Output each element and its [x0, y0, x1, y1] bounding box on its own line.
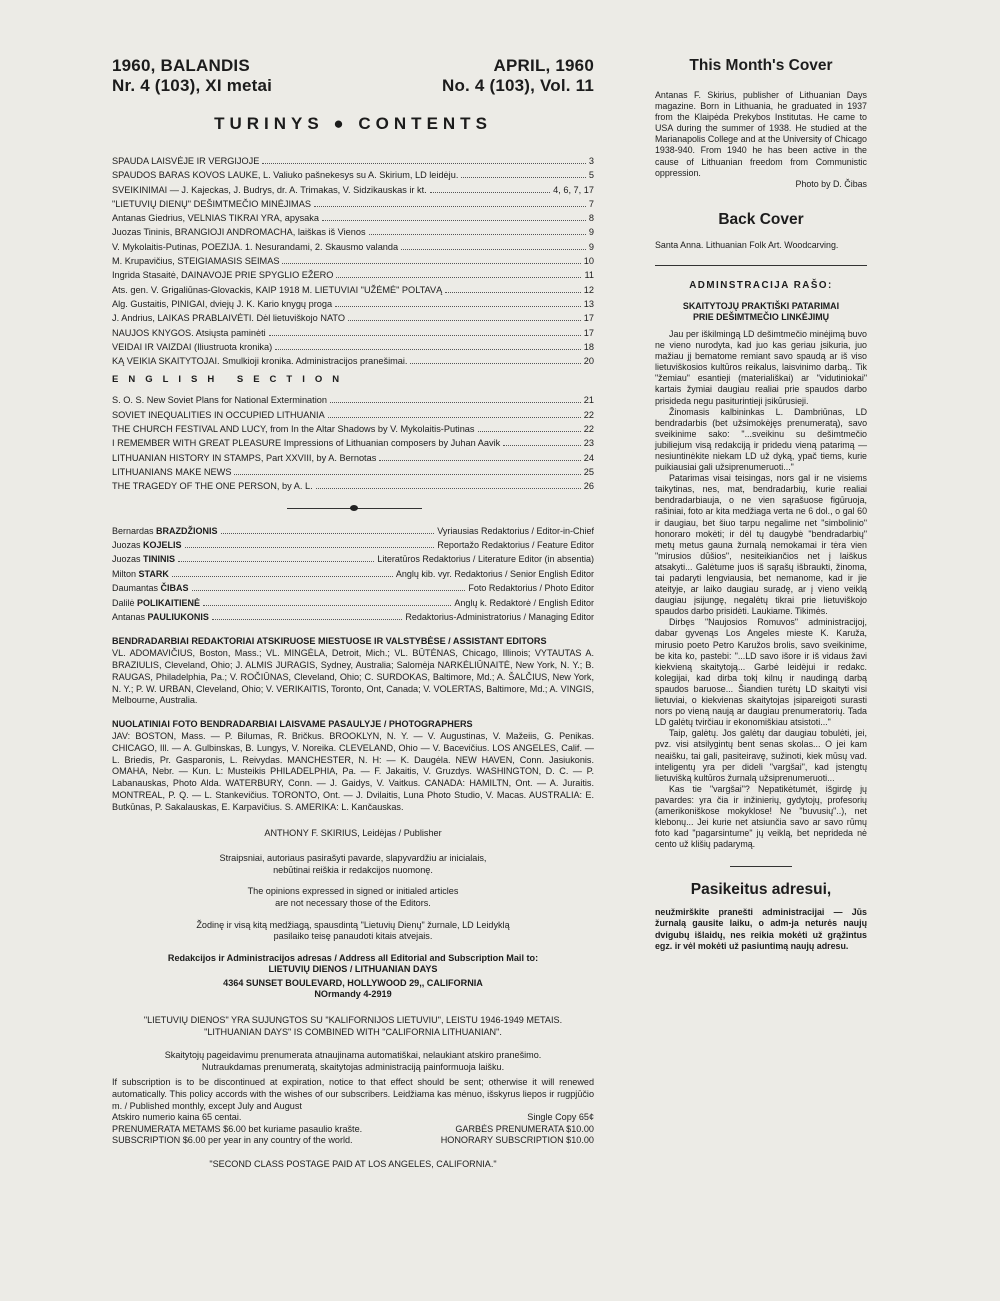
staff-leader-dots [203, 605, 451, 606]
staff-entry [112, 538, 594, 552]
toc-entry-page: 17 [583, 313, 594, 324]
notice-reprint-line: Žodinę ir visą kitą medžiagą, spausdintą "Lietuvių Dienų" žurnale, LD Leidyklą [196, 919, 510, 930]
merger-notice [112, 1015, 594, 1038]
issue-date-en: APRIL, 1960 [493, 56, 594, 75]
toc-entry-title: KĄ VEIKIA SKAITYTOJAI. Smulkioji kronika. Administracijos pranešimai. [112, 356, 408, 367]
staff-role: Redaktorius-Administratorius / Managing Editor [405, 611, 594, 622]
english-table-of-contents [112, 393, 594, 493]
issue-header-english [442, 56, 594, 96]
postage-notice: "SECOND CLASS POSTAGE PAID AT LOS ANGELES, CALIFORNIA." [209, 1159, 497, 1169]
staff-first-name: Juozas [112, 539, 141, 550]
staff-name [112, 552, 175, 566]
staff-entry [112, 552, 594, 566]
section-divider [112, 502, 594, 514]
toc-entry-title: NAUJOS KNYGOS. Atsiųsta paminėti [112, 327, 266, 338]
toc-entry-page: 5 [588, 170, 594, 181]
toc-leader-dots [328, 417, 581, 418]
toc-entry-title: Alg. Gustaitis, PINIGAI, dviejų J. K. Kario knygų proga [112, 298, 333, 309]
toc-leader-dots [269, 335, 581, 336]
staff-entry [112, 596, 594, 610]
cover-photo-credit: Photo by D. Čibas [795, 178, 867, 189]
toc-entry-page: 3 [588, 156, 594, 166]
toc-entry [112, 183, 594, 197]
toc-entry-title: Ingrida Stasaitė, DAINAVOJE PRIE SPYGLIO EŽERO [112, 270, 334, 281]
staff-name [112, 596, 200, 610]
toc-leader-dots [336, 277, 581, 278]
administration-subtitle-line: PRIE DEŠIMTMEČIO LINKĖJIMŲ [692, 311, 830, 322]
staff-last-name: POLIKAITIENĖ [137, 597, 201, 608]
issue-number-lt: Nr. 4 (103), XI metai [112, 76, 273, 95]
toc-entry-page: 18 [583, 341, 594, 352]
subscription-english: If subscription is to be discontinued at expiration, notice to that effect should be sent; otherwise it will renewed automatically. This policy accords with the wishes of our subscribers. Leidžiama kas mėnuo, išskyrus liepos ir rugpjūčio m. / Published monthly, except July and August [112, 1077, 594, 1111]
article-paragraph: Taip, galėtų. Jos galėtų dar daugiau tobulėti, jei, pvz. visi atsilygintų bent senas skolas... O jei kam neaišku, tai gali, pasiteiravę, sužinoti, kiek mūsų vad. inteligentų yra per dideli "vargšai", kad įstengtų lietuvišką kultūros žurnalą užsiprenumeruoti... [655, 728, 867, 783]
toc-entry-page: 10 [583, 256, 594, 267]
back-cover-title: Back Cover [718, 210, 804, 228]
table-of-contents [112, 154, 594, 368]
subscription-lithuanian [112, 1050, 594, 1073]
article-paragraph: Patarimas visai teisingas, nors gal ir ne visiems taikytinas, nes, mat, bendradarbių, kurie realiai bendradarbiauja, o ne vien sąrašuose figūruoja, rašiniai, foto ar kita medžiaga verta ne 6 dol., o gal 60 ir daugiau, bet šiuo tarpu negalime net "simbolinio" honoraro mokėti; ir dėl tų daugybė "bendradarbių" metų metus gauna žurnalą nemokamai ir tėra vien "mirusios dūšios", nesiteikiančios net į laiškus atsakyti... Galėtume juos iš sąrašų išbraukti, žinoma, tai padaryti lengviausia, bet nemanome, kad ir jie ateityje, ar laiko daugiau suradę, ar į vieno veiklą daugiau įsijungę, negalėtų tikrai prie lietuviškojo spaudos darbo prisidėti. Laukiame. Tikimės. [655, 473, 867, 617]
toc-leader-dots [330, 402, 581, 403]
right-divider [655, 265, 867, 266]
administration-subtitle-line: SKAITYTOJŲ PRAKTIŠKI PATARIMAI [682, 300, 840, 311]
toc-entry [112, 354, 594, 368]
toc-entry [112, 154, 594, 168]
single-copy-price-lt: Atskiro numerio kaina 65 centai. [112, 1112, 242, 1123]
toc-entry [112, 211, 594, 225]
toc-entry [112, 297, 594, 311]
yearly-price-lt: PRENUMERATA METAMS $6.00 bet kuriame pasaulio krašte. [112, 1123, 363, 1134]
toc-entry-title: M. Krupavičius, STEIGIAMASIS SEIMAS [112, 256, 280, 267]
toc-entry [112, 393, 594, 407]
issue-header-lithuanian [112, 56, 272, 96]
notice-english [112, 886, 594, 909]
toc-entry-page: 11 [584, 270, 594, 281]
article-paragraph: Dirbęs "Naujosios Romuvos" administracijoj, dabar gyvenąs Los Angeles mieste K. Karuža, mirusio poeto Petro Karužos brolis, savo sveikinime, be kita ko, pastebi: "...LD savo išore ir iš vidaus žavi kiekvieną skaitytoją... Garbė leidėjui ir redakc. kolegijai, kad dirba tokį kilnų ir naudingą darbą spaudos baruose... Šiandien turėtų LD skaityti visi lietuviai, o kiekvienas skaitytojas įsipareigoti surasti nors po vieną naują ar daugiau prenumeratorių. Tada LD galėtų tvirčiau ir ekonomiškiau atsistoti..." [655, 617, 867, 728]
toc-entry [112, 451, 594, 465]
toc-leader-dots [445, 292, 581, 293]
address-line: LIETUVIŲ DIENOS / LITHUANIAN DAYS [268, 964, 438, 975]
toc-entry-page: 12 [583, 284, 594, 295]
toc-leader-dots [478, 431, 581, 432]
staff-role: Anglų kib. vyr. Redaktorius / Senior English Editor [395, 568, 594, 579]
staff-last-name: KOJELIS [143, 539, 182, 550]
toc-entry-title: SPAUDOS BARAS KOVOS LAUKE, L. Valiuko pašnekesys su A. Skirium, LD leidėju. [112, 170, 459, 181]
staff-entry [112, 581, 594, 595]
staff-leader-dots [192, 590, 466, 591]
toc-leader-dots [369, 234, 586, 235]
yearly-price-en: SUBSCRIPTION $6.00 per year in any country of the world. [112, 1135, 353, 1146]
toc-entry-title: VEIDAI IR VAIZDAI (Iliustruota kronika) [112, 341, 273, 352]
short-divider [730, 866, 792, 867]
toc-entry-page: 9 [588, 227, 594, 238]
toc-entry [112, 225, 594, 239]
toc-entry-page: 13 [583, 298, 594, 309]
administration-title: ADMINSTRACIJA RAŠO: [689, 279, 833, 291]
toc-leader-dots [275, 349, 581, 350]
staff-leader-dots [221, 533, 435, 534]
toc-entry-title: "LIETUVIŲ DIENŲ" DEŠIMTMEČIO MINĖJIMAS [112, 198, 311, 209]
toc-entry [112, 408, 594, 422]
toc-leader-dots [262, 163, 585, 164]
toc-leader-dots [410, 363, 580, 364]
contents-title: TURINYS ● CONTENTS [214, 114, 492, 133]
toc-entry-title: I REMEMBER WITH GREAT PLEASURE Impressions of Lithuanian composers by Juhan Aavik [112, 438, 501, 449]
toc-entry [112, 254, 594, 268]
toc-entry-page: 20 [583, 356, 594, 367]
assistant-editors [112, 636, 594, 707]
staff-name [112, 567, 169, 581]
issue-header [112, 56, 594, 96]
toc-entry-page: 24 [583, 452, 594, 463]
staff-leader-dots [185, 547, 435, 548]
administration-article [655, 329, 867, 850]
assistant-editors-heading: BENDRADARBIAI REDAKTORIAI ATSKIRUOSE MIESTUOSE IR VALSTYBĖSE / ASSISTANT EDITORS [112, 636, 547, 647]
publisher-line: ANTHONY F. SKIRIUS, Leidėjas / Publisher [264, 827, 442, 838]
staff-leader-dots [172, 576, 393, 577]
staff-last-name: BRAZDŽIONIS [156, 525, 218, 536]
toc-leader-dots [379, 460, 580, 461]
toc-leader-dots [348, 320, 581, 321]
staff-first-name: Juozas [112, 554, 141, 565]
article-paragraph: Kas tie "vargšai"? Nepatikėtumėt, išgirdę jų pavardes: yra čia ir inžinierių, gydytojų, profesorių (amerikoniškose mokyklose! Ne "buvusių"..), net klebonų... Jei kurie net atsiunčia savo ar savo rūmų foto kad "pagarsintume" jų veiklą, bet neprideda nė cento už klišių padarymą. [655, 783, 867, 850]
toc-leader-dots [314, 206, 586, 207]
divider-ornament [350, 505, 358, 511]
toc-entry-title: THE CHURCH FESTIVAL AND LUCY, from In the Altar Shadows by V. Mykolaitis-Putinas [112, 424, 475, 435]
address-line: Redakcijos ir Administracijos adresas / Address all Editorial and Subscription Mail to: [167, 952, 539, 963]
toc-entry [112, 240, 594, 254]
back-cover-description: Santa Anna. Lithuanian Folk Art. Woodcarving. [655, 239, 839, 250]
staff-name [112, 581, 189, 595]
staff-last-name: TININIS [143, 554, 176, 565]
toc-entry-page: 8 [588, 213, 594, 224]
toc-entry-title: SVEIKINIMAI — J. Kajeckas, J. Budrys, dr. A. Trimakas, V. Sidzikauskas ir kt. [112, 184, 427, 195]
issue-date-lt: 1960, BALANDIS [112, 56, 250, 75]
cover-title: This Month's Cover [689, 57, 833, 74]
single-copy-price-en: Single Copy 65¢ [527, 1112, 594, 1123]
toc-leader-dots [316, 488, 581, 489]
merger-line: "LIETUVIŲ DIENOS" YRA SUJUNGTOS SU "KALIFORNIJOS LIETUVIU", LEISTU 1946-1949 METAIS. [143, 1015, 563, 1026]
toc-entry-page: 21 [583, 395, 594, 406]
notice-lt-line: Straipsniai, autoriaus pasirašyti pavarde, slapyvardžiu ar inicialais, [219, 853, 487, 864]
staff-leader-dots [178, 561, 374, 562]
toc-entry [112, 436, 594, 450]
staff-role: Literatūros Redaktorius / Literature Editor (in absentia) [377, 554, 594, 565]
toc-entry-title: Juozas Tininis, BRANGIOJI ANDROMACHA, laiškas iš Vienos [112, 227, 366, 238]
article-paragraph: Jau per iškilmingą LD dešimtmečio minėjimą buvo ne vieno nurodyta, kad juo kas geriau įsikuria, juo mažiau jį bematome remiant savo spaudą ar iš viso lietuviškosios kultūros reikalus, laisvinimo darbą.. Tik "žemiau" esantieji (materiališkai) ar "vidutiniokai" kartais žymiai daugiau realiai prie spaudos darbo prisideda negu pasiturintieji įsikūrusieji. [655, 328, 867, 406]
notice-en-line: are not necessary those of the Editors. [275, 897, 431, 908]
photographers-text: JAV: BOSTON, Mass. — P. Bilumas, R. Bričkus. BROOKLYN, N. Y. — V. Augustinas, V. Mažeiis, G. Penikas. CHICAGO, Ill. — A. Gulbinskas, B. Lungys, V. Noreika. CLEVELAND, Ohio — V. Bacevičius. LOS ANGELES, Calif. — L. Briedis, Pr. Gasparonis, L. Reivydas. MANCHESTER, N. H: — K. Daugėla. NEW HAVEN, Conn. Jasiukonis. OMAHA, Nebr. — Kun. L: Musteikis PHILADELPHIA, Pa. — F. Jakaitis, V. Gruzdys. WASHINGTON, D. C. — P. Labanauskas, Photo Alda. WATERBURY, Conn. — J. Gaidys, V. Vaitkus. CANADA: HAMILTN, Ont. — A. Juraitis. MONTREAL, P. Q. — L. Stankevičius. TORONTO, Ont. — J. Dvilaitis, Luna Photo Studio, V. Macas. AUSTRALIA: E. Butkūnas, P. Sakalauskas, E. Karpavičius. S. AMERIKA: L. Kančauskas. [112, 730, 594, 812]
notice-reprint-line: pasilaiko teisę panaudoti kitais atvejais. [273, 931, 433, 942]
notice-reprint [112, 920, 594, 943]
toc-leader-dots [461, 177, 586, 178]
toc-entry-page: 23 [583, 438, 594, 449]
toc-entry-title: THE TRAGEDY OF THE ONE PERSON, by A. L. [112, 481, 313, 492]
mailing-address [112, 953, 594, 1001]
address-line: 4364 SUNSET BOULEVARD, HOLLYWOOD 29,, CALIFORNIA [223, 977, 483, 988]
toc-entry-page: 9 [588, 241, 594, 252]
toc-leader-dots [322, 220, 586, 221]
honorary-price-lt: GARBĖS PRENUMERATA $10.00 [455, 1123, 594, 1134]
staff-last-name: STARK [138, 568, 169, 579]
toc-entry-title: Ats. gen. V. Grigaliūnas-Glovackis, KAIP 1918 M. LIETUVIAI "UŽĖMĖ" POLTAVĄ [112, 284, 443, 295]
toc-leader-dots [335, 306, 581, 307]
staff-name [112, 610, 209, 624]
toc-entry-page: 22 [583, 409, 594, 420]
toc-entry-title: LITHUANIANS MAKE NEWS [112, 466, 232, 477]
toc-entry-title: Antanas Giedrius, VELNIAS TIKRAI YRA, apysaka [112, 213, 319, 224]
staff-last-name: PAULIUKONIS [147, 611, 209, 622]
toc-entry-page: 17 [583, 327, 594, 338]
left-column [112, 56, 594, 1171]
toc-entry [112, 422, 594, 436]
photographers [112, 719, 594, 813]
toc-entry [112, 197, 594, 211]
staff-leader-dots [212, 619, 403, 620]
staff-name [112, 538, 182, 552]
merger-line: "LITHUANIAN DAYS" IS COMBINED WITH "CALIFORNIA LITHUANIAN". [204, 1026, 502, 1037]
subscription-lt-line: Nutraukdamas prenumeratą, skaitytojas administraciją painformuoja laišku. [201, 1061, 505, 1072]
toc-entry-title: SPAUDA LAISVĖJE IR VERGIJOJE [112, 156, 260, 166]
subscription-lt-line: Skaitytojų pageidavimu prenumerata atnaujinama automatiškai, nelaukiant atskiro pranešimo. [164, 1050, 542, 1061]
toc-entry-title: J. Andrius, LAIKAS PRABLAIVĖTI. Dėl lietuviškojo NATO [112, 313, 346, 324]
toc-leader-dots [430, 192, 550, 193]
toc-entry-page: 7 [588, 198, 594, 209]
right-column [655, 56, 867, 952]
toc-entry-title: LITHUANIAN HISTORY IN STAMPS, Part XXVIII, by A. Bernotas [112, 452, 377, 463]
staff-first-name: Daumantas [112, 583, 159, 594]
toc-entry [112, 311, 594, 325]
single-copy-row [112, 1112, 594, 1124]
toc-entry-title: S. O. S. New Soviet Plans for National Extermination [112, 395, 327, 406]
toc-entry [112, 479, 594, 493]
cover-description: Antanas F. Skirius, publisher of Lithuanian Days magazine. Born in Lithuania, he graduated in 1937 from the Klaipėda Prekybos Institutas. He came to USA during the summer of 1938. He studied at the Marianapolis College and at the University of Chicago 1938-940. From 1940 he has been active in the cause of Lithuanian freedom from Communistic oppression. [655, 90, 867, 178]
toc-leader-dots [282, 263, 580, 264]
assistant-editors-text: VL. ADOMAVIČIUS, Boston, Mass.; VL. MINGĖLA, Detroit, Mich.; VL. BŪTĖNAS, Chicago, Illinois; VYTAUTAS A. BRAZIULIS, Cleveland, Ohio; J. ALMIS JURAGIS, Sydney, Australia; Salomėja NARKĖLIŪNAITĖ, New York, N. Y.; B. RAUGAS, Philadelphia, Pa.; V. ROČIŪNAS, Cleveland, Ohio; C. SURDOKAS, Baltimore, Md.; A. ŠALČIUS, New York, N. Y.; P. W. URBAN, Cleveland, Ohio; V. VERIKAITIS, Toronto, Ont, Canada; V. VOLERTAS, Baltimore, Md.; A. VINGIS, Melbourne, Australia. [112, 648, 594, 706]
administration-subtitle [655, 301, 867, 323]
staff-entry [112, 567, 594, 581]
honorary-price-en: HONORARY SUBSCRIPTION $10.00 [440, 1135, 594, 1146]
staff-first-name: Antanas [112, 611, 146, 622]
toc-entry [112, 268, 594, 282]
toc-entry-title: V. Mykolaitis-Putinas, POEZIJA. 1. Nesurandami, 2. Skausmo valanda [112, 241, 399, 252]
price-row [112, 1124, 594, 1136]
toc-entry-page: 25 [583, 466, 594, 477]
staff-first-name: Milton [112, 568, 137, 579]
toc-leader-dots [234, 474, 580, 475]
toc-entry [112, 283, 594, 297]
staff-first-name: Bernardas [112, 525, 154, 536]
toc-entry-title: SOVIET INEQUALITIES IN OCCUPIED LITHUANIA [112, 409, 325, 420]
staff-role: Vyriausias Redaktorius / Editor-in-Chief [437, 525, 594, 536]
staff-entry [112, 524, 594, 538]
notice-en-line: The opinions expressed in signed or initialed articles [247, 886, 459, 897]
article-paragraph: Žinomasis kalbininkas L. Dambriūnas, LD bendradarbis (bet užsimokėjęs prenumeratą), savo sveikinime sako: "...sveikinu su dešimtmečio jubiliejum visą redakciją ir pridedu vieną patarimą —nesiuntinėkite niekam LD už dyką, ypač tiems, kurie puikiausiai gali užsiprenumeruoti..." [655, 406, 867, 473]
toc-entry-page: 4, 6, 7, 17 [553, 184, 594, 195]
staff-role: Anglų k. Redaktorė / English Editor [454, 597, 594, 608]
address-change-title: Pasikeitus adresui, [690, 881, 832, 899]
staff-role: Reportažo Redaktorius / Feature Editor [437, 539, 594, 550]
toc-entry-page: 22 [583, 424, 594, 435]
staff-last-name: ČIBAS [160, 583, 189, 594]
toc-leader-dots [401, 249, 586, 250]
toc-entry [112, 340, 594, 354]
editorial-staff-list [112, 524, 594, 625]
staff-first-name: Dalilė [112, 597, 135, 608]
toc-entry [112, 465, 594, 479]
toc-entry [112, 326, 594, 340]
staff-role: Foto Redaktorius / Photo Editor [468, 583, 594, 594]
toc-leader-dots [503, 445, 581, 446]
photographers-heading: NUOLATINIAI FOTO BENDRADARBIAI LAISVAME PASAULYJE / PHOTOGRAPHERS [112, 719, 473, 730]
address-change-text: neužmirškite pranešti administracijai — Jūs žurnalą gausite laiku, o adm-ja neturės naujų dvigubų išlaidų, nes reikia mokėti už grąžintus egz. ir vėl mokėti už pasiuntimą naujų adresu. [655, 907, 867, 951]
staff-name [112, 524, 218, 538]
notice-lithuanian [112, 853, 594, 876]
notice-lt-line: nebūtinai reiškia ir redakcijos nuomonę. [273, 864, 433, 875]
staff-entry [112, 610, 594, 624]
price-row [112, 1135, 594, 1147]
toc-entry [112, 168, 594, 182]
address-line: NOrmandy 4-2919 [314, 989, 392, 1000]
toc-entry-page: 26 [583, 481, 594, 492]
english-section-title: ENGLISH SECTION [112, 374, 350, 386]
issue-number-en: No. 4 (103), Vol. 11 [441, 76, 594, 95]
